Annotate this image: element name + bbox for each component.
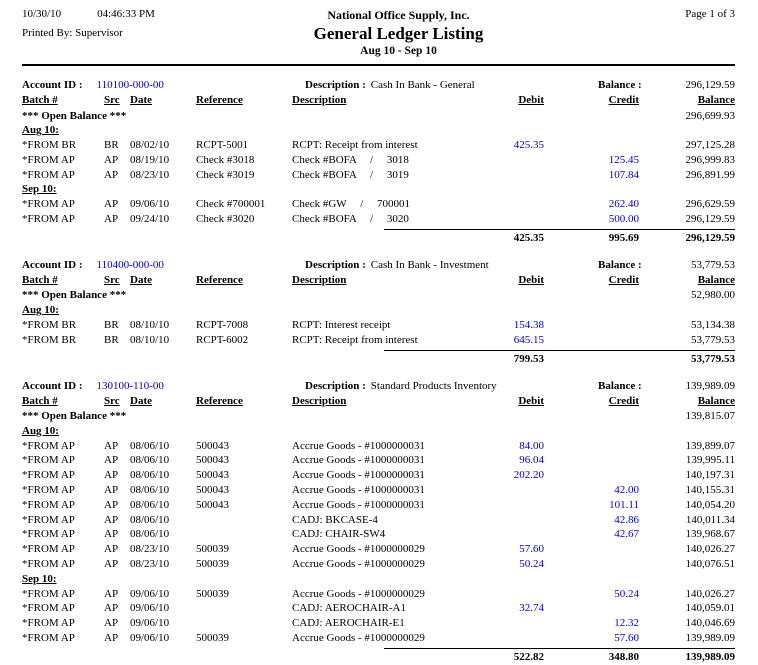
- balance-label: Balance :: [598, 379, 642, 392]
- cell-reference: RCPT-5001: [196, 139, 249, 152]
- description-label: Description :: [305, 79, 366, 91]
- cell-debit: [482, 513, 544, 528]
- ledger-row: [22, 601, 735, 616]
- cell-batch: *FROM AP: [22, 168, 75, 181]
- month-row: [22, 123, 735, 138]
- cell-batch: *FROM AP: [22, 602, 75, 615]
- cell-balance: 296,891.99: [685, 168, 735, 181]
- open-balance-row: [22, 288, 735, 303]
- cell-src: BR: [104, 139, 119, 152]
- ledger-row: [22, 587, 735, 602]
- cell-reference: [196, 513, 292, 528]
- cell-reference: 500043: [196, 484, 229, 497]
- cell-debit[interactable]: 154.38: [513, 318, 544, 331]
- ledger-row: [22, 616, 735, 631]
- col-header-balance: Balance: [697, 273, 735, 286]
- cell-src: AP: [104, 602, 119, 615]
- ledger-row: [22, 527, 735, 542]
- col-header-reference: Reference: [196, 273, 243, 286]
- cell-src: AP: [104, 198, 119, 211]
- cell-debit: [482, 587, 544, 602]
- cell-debit: [482, 498, 544, 513]
- cell-src: AP: [104, 168, 119, 181]
- ledger-row: [22, 513, 735, 528]
- cell-date: 08/06/10: [130, 454, 170, 467]
- cell-src: AP: [104, 469, 119, 482]
- cell-credit: [544, 333, 639, 348]
- balance-label: Balance :: [598, 258, 642, 271]
- account-id-value[interactable]: 110100-000-00: [96, 79, 164, 91]
- cell-credit[interactable]: 125.45: [608, 153, 639, 166]
- col-header-balance: Balance: [697, 94, 735, 106]
- account-id-label: Account ID :: [22, 79, 83, 91]
- cell-reference: RCPT-6002: [196, 333, 249, 346]
- col-header-src: Src: [104, 94, 120, 106]
- ledger-row: [22, 439, 735, 454]
- month-row: [22, 303, 735, 318]
- description-label: Description :: [305, 379, 366, 392]
- cell-credit: [544, 557, 639, 572]
- cell-balance: 140,155.31: [685, 484, 735, 497]
- cell-batch: *FROM AP: [22, 469, 75, 482]
- total-balance: 53,779.53: [691, 352, 735, 365]
- cell-debit: [482, 212, 544, 227]
- cell-src: AP: [104, 439, 119, 452]
- cell-balance: 140,026.27: [685, 543, 735, 556]
- total-balance: 139,989.09: [685, 650, 735, 663]
- account-header: [22, 77, 735, 93]
- cell-batch: *FROM AP: [22, 587, 75, 600]
- cell-src: AP: [104, 543, 119, 556]
- account-id-value[interactable]: 110400-000-00: [96, 258, 164, 271]
- cell-date: 08/19/10: [130, 153, 170, 166]
- month-row: [22, 572, 735, 587]
- company-name: National Office Supply, Inc.: [327, 8, 470, 22]
- cell-debit[interactable]: 96.04: [519, 454, 544, 467]
- balance-label: Balance :: [598, 79, 642, 91]
- account-section: [22, 378, 735, 665]
- cell-debit: [482, 483, 544, 498]
- total-balance: 296,129.59: [685, 231, 735, 244]
- cell-debit: [482, 153, 544, 168]
- cell-balance: 53,134.38: [691, 318, 735, 331]
- cell-credit[interactable]: 107.84: [608, 168, 639, 181]
- month-row: [22, 424, 735, 439]
- cell-credit[interactable]: 262.40: [608, 198, 639, 211]
- total-credit: 348.80: [608, 650, 639, 663]
- cell-src: AP: [104, 153, 119, 166]
- col-header-credit: Credit: [608, 273, 639, 286]
- cell-credit[interactable]: 42.86: [614, 513, 639, 526]
- cell-description: CADJ: AEROCHAIR-E1: [292, 617, 405, 630]
- col-header-description: Description: [292, 394, 347, 407]
- total-credit: 995.69: [608, 231, 639, 244]
- cell-reference: [196, 601, 292, 616]
- cell-reference: 500043: [196, 454, 229, 467]
- cell-credit[interactable]: 57.60: [614, 632, 639, 645]
- account-id-label: Account ID :: [22, 379, 83, 392]
- cell-balance: 140,046.69: [685, 617, 735, 630]
- cell-credit: [544, 601, 639, 616]
- cell-reference: Check #3020: [196, 213, 255, 226]
- cell-date: 08/23/10: [130, 558, 170, 571]
- col-header-balance: Balance: [697, 394, 735, 407]
- cell-reference: Check #3018: [196, 153, 255, 166]
- cell-balance: 140,076.51: [685, 558, 735, 571]
- cell-date: 09/06/10: [130, 602, 170, 615]
- ledger-row: [22, 153, 735, 168]
- header-center: [222, 8, 575, 57]
- account-section: [22, 77, 735, 246]
- open-balance-value: 296,699.93: [685, 109, 735, 122]
- cell-credit[interactable]: 50.24: [614, 587, 639, 600]
- cell-batch: *FROM AP: [22, 454, 75, 467]
- ledger-row: [22, 631, 735, 646]
- cell-batch: *FROM AP: [22, 198, 75, 211]
- cell-debit: [482, 197, 544, 212]
- cell-description: Accrue Goods - #1000000031: [292, 439, 425, 452]
- cell-batch: *FROM BR: [22, 333, 77, 346]
- cell-balance: 296,999.83: [685, 153, 735, 166]
- cell-description: Check #BOFA / 3018: [292, 153, 409, 166]
- cell-batch: *FROM AP: [22, 617, 75, 630]
- accounts: [22, 77, 735, 665]
- printed-by: Printed By: Supervisor: [22, 27, 123, 39]
- account-description: Standard Products Inventory: [370, 379, 497, 392]
- cell-src: AP: [104, 484, 119, 497]
- cell-credit[interactable]: 500.00: [608, 213, 639, 226]
- cell-batch: *FROM AP: [22, 558, 75, 571]
- cell-date: 08/06/10: [130, 528, 170, 541]
- cell-description: RCPT: Interest receipt: [292, 318, 391, 331]
- col-header-batch: Batch #: [22, 273, 58, 286]
- col-header-reference: Reference: [196, 394, 243, 407]
- ledger-row: [22, 542, 735, 557]
- ledger-row: [22, 212, 735, 227]
- ledger-row: [22, 557, 735, 572]
- cell-date: 08/23/10: [130, 168, 170, 181]
- cell-debit[interactable]: 32.74: [519, 602, 544, 615]
- cell-reference: 500039: [196, 558, 229, 571]
- cell-src: AP: [104, 558, 119, 571]
- cell-balance: 140,059.01: [685, 602, 735, 615]
- col-header-debit: Debit: [518, 94, 544, 106]
- cell-src: BR: [104, 318, 119, 331]
- cell-src: AP: [104, 617, 119, 630]
- cell-batch: *FROM AP: [22, 484, 75, 497]
- ledger-row: [22, 483, 735, 498]
- cell-reference: RCPT-7008: [196, 318, 249, 331]
- col-header-batch: Batch #: [22, 394, 58, 407]
- account-description: Cash In Bank - Investment: [370, 258, 489, 271]
- open-balance-label: *** Open Balance ***: [22, 109, 127, 122]
- cell-description: CADJ: BKCASE-4: [292, 513, 378, 526]
- cell-reference: 500043: [196, 498, 229, 511]
- cell-batch: *FROM BR: [22, 318, 77, 331]
- month-label: Sep 10:: [22, 572, 57, 585]
- col-header-src: Src: [104, 394, 120, 407]
- cell-balance: 53,779.53: [691, 333, 735, 346]
- cell-batch: *FROM BR: [22, 139, 77, 152]
- cell-batch: *FROM AP: [22, 153, 75, 166]
- cell-date: 08/06/10: [130, 484, 170, 497]
- account-id-value[interactable]: 130100-110-00: [96, 379, 164, 392]
- col-header-date: Date: [130, 273, 152, 286]
- cell-batch: *FROM AP: [22, 213, 75, 226]
- cell-balance: 140,197.31: [685, 469, 735, 482]
- report-date: 10/30/10: [22, 8, 62, 20]
- ledger-row: [22, 138, 735, 153]
- total-debit: 425.35: [513, 231, 544, 244]
- col-header-reference: Reference: [196, 94, 243, 106]
- month-label: Aug 10:: [22, 304, 59, 317]
- cell-description: CADJ: AEROCHAIR-A1: [292, 602, 406, 615]
- col-header-date: Date: [130, 94, 152, 106]
- cell-description: Check #BOFA / 3020: [292, 213, 409, 226]
- cell-credit: [544, 439, 639, 454]
- cell-credit: [544, 468, 639, 483]
- report-time: 04:46:33 PM: [97, 8, 155, 20]
- cell-reference: [196, 616, 292, 631]
- col-header-debit: Debit: [518, 273, 544, 286]
- cell-debit[interactable]: 57.60: [519, 543, 544, 556]
- cell-batch: *FROM AP: [22, 498, 75, 511]
- cell-batch: *FROM AP: [22, 632, 75, 645]
- report-period: Aug 10 - Sep 10: [360, 45, 437, 57]
- ledger-row: [22, 333, 735, 348]
- totals-row: [22, 230, 735, 246]
- cell-date: 08/10/10: [130, 333, 170, 346]
- cell-credit: [544, 318, 639, 333]
- cell-date: 08/02/10: [130, 139, 170, 152]
- cell-balance: 297,125.28: [685, 139, 735, 152]
- cell-balance: 139,968.67: [685, 528, 735, 541]
- cell-batch: *FROM AP: [22, 513, 75, 526]
- cell-credit[interactable]: 42.00: [614, 484, 639, 497]
- cell-credit: [544, 138, 639, 153]
- cell-reference: 500039: [196, 543, 229, 556]
- cell-credit: [544, 542, 639, 557]
- account-balance: 139,989.09: [685, 379, 735, 392]
- ledger-row: [22, 197, 735, 212]
- cell-src: AP: [104, 632, 119, 645]
- col-header-batch: Batch #: [22, 94, 58, 106]
- account-balance: 296,129.59: [685, 79, 735, 91]
- cell-balance: 140,054.20: [685, 498, 735, 511]
- cell-reference: 500039: [196, 632, 229, 645]
- total-credit: [544, 351, 639, 367]
- cell-src: AP: [104, 587, 119, 600]
- cell-date: 08/10/10: [130, 318, 170, 331]
- cell-description: Accrue Goods - #1000000029: [292, 543, 425, 556]
- cell-reference: Check #700001: [196, 198, 266, 211]
- cell-balance: 139,899.07: [685, 439, 735, 452]
- cell-date: 08/06/10: [130, 513, 170, 526]
- totals-row: [22, 649, 735, 665]
- description-label: Description :: [305, 258, 366, 271]
- cell-date: 09/06/10: [130, 617, 170, 630]
- cell-reference: Check #3019: [196, 168, 255, 181]
- report-title: General Ledger Listing: [313, 24, 484, 43]
- column-headers: [22, 394, 735, 410]
- cell-description: RCPT: Receipt from interest: [292, 333, 418, 346]
- cell-balance: 296,629.59: [685, 198, 735, 211]
- cell-debit[interactable]: 202.20: [513, 469, 544, 482]
- cell-reference: 500043: [196, 439, 229, 452]
- cell-reference: [196, 527, 292, 542]
- cell-debit[interactable]: 84.00: [519, 439, 544, 452]
- total-debit: 799.53: [513, 352, 544, 365]
- ledger-row: [22, 498, 735, 513]
- cell-description: Accrue Goods - #1000000029: [292, 632, 425, 645]
- col-header-description: Description: [292, 94, 347, 106]
- cell-batch: *FROM AP: [22, 528, 75, 541]
- cell-description: Accrue Goods - #1000000029: [292, 558, 425, 571]
- open-balance-label: *** Open Balance ***: [22, 410, 127, 423]
- cell-balance: 296,129.59: [685, 213, 735, 226]
- open-balance-row: [22, 409, 735, 424]
- col-header-credit: Credit: [608, 94, 639, 106]
- col-header-src: Src: [104, 273, 120, 286]
- cell-date: 08/06/10: [130, 439, 170, 452]
- month-label: Sep 10:: [22, 183, 57, 196]
- cell-credit[interactable]: 42.67: [614, 528, 639, 541]
- ledger-row: [22, 453, 735, 468]
- cell-reference: 500039: [196, 587, 229, 600]
- account-balance: 53,779.53: [691, 258, 735, 271]
- cell-date: 09/06/10: [130, 587, 170, 600]
- cell-debit[interactable]: 50.24: [519, 558, 544, 571]
- month-label: Aug 10:: [22, 424, 59, 437]
- cell-balance: 140,011.34: [685, 513, 735, 526]
- header-rule: [22, 64, 735, 66]
- report-header: [22, 8, 735, 57]
- open-balance-label: *** Open Balance ***: [22, 289, 127, 302]
- cell-src: AP: [104, 513, 119, 526]
- cell-description: CADJ: CHAIR-SW4: [292, 528, 386, 541]
- cell-src: AP: [104, 528, 119, 541]
- cell-description: Accrue Goods - #1000000029: [292, 587, 425, 600]
- cell-src: AP: [104, 498, 119, 511]
- ledger-row: [22, 318, 735, 333]
- account-header: [22, 378, 735, 394]
- cell-description: Check #GW / 700001: [292, 198, 411, 211]
- cell-src: AP: [104, 454, 119, 467]
- open-balance-row: [22, 109, 735, 124]
- ledger-row: [22, 468, 735, 483]
- col-header-date: Date: [130, 394, 152, 407]
- column-headers: [22, 273, 735, 289]
- cell-description: Check #BOFA / 3019: [292, 168, 409, 181]
- col-header-debit: Debit: [518, 394, 544, 407]
- ledger-row: [22, 168, 735, 183]
- cell-credit[interactable]: 12.32: [614, 617, 639, 630]
- account-section: [22, 257, 735, 367]
- cell-debit: [482, 616, 544, 631]
- cell-date: 08/06/10: [130, 469, 170, 482]
- cell-credit: [544, 453, 639, 468]
- cell-balance: 139,995.11: [685, 454, 735, 467]
- cell-batch: *FROM AP: [22, 543, 75, 556]
- cell-batch: *FROM AP: [22, 439, 75, 452]
- account-id-label: Account ID :: [22, 258, 83, 271]
- cell-debit[interactable]: 645.15: [513, 333, 544, 346]
- cell-debit[interactable]: 425.35: [513, 139, 544, 152]
- cell-reference: 500043: [196, 469, 229, 482]
- cell-balance: 139,989.09: [685, 632, 735, 645]
- month-row: [22, 182, 735, 197]
- col-header-credit: Credit: [608, 394, 639, 407]
- cell-src: BR: [104, 333, 119, 346]
- header-left: [22, 8, 222, 39]
- total-debit: 522.82: [513, 650, 544, 663]
- cell-debit: [482, 527, 544, 542]
- cell-date: 09/24/10: [130, 213, 170, 226]
- open-balance-value: 139,815.07: [685, 410, 735, 423]
- cell-description: Accrue Goods - #1000000031: [292, 469, 425, 482]
- cell-description: Accrue Goods - #1000000031: [292, 454, 425, 467]
- cell-description: Accrue Goods - #1000000031: [292, 484, 425, 497]
- cell-description: RCPT: Receipt from interest: [292, 139, 418, 152]
- account-description: Cash In Bank - General: [370, 79, 475, 91]
- cell-date: 08/23/10: [130, 543, 170, 556]
- column-headers: [22, 93, 735, 109]
- cell-balance: 140,026.27: [685, 587, 735, 600]
- page-number: Page 1 of 3: [685, 8, 735, 20]
- cell-debit: [482, 631, 544, 646]
- cell-date: 09/06/10: [130, 198, 170, 211]
- cell-date: 09/06/10: [130, 632, 170, 645]
- open-balance-value: 52,980.00: [691, 289, 735, 302]
- cell-credit[interactable]: 101.11: [609, 498, 639, 511]
- month-label: Aug 10:: [22, 124, 59, 137]
- cell-date: 08/06/10: [130, 498, 170, 511]
- cell-description: Accrue Goods - #1000000031: [292, 498, 425, 511]
- cell-debit: [482, 168, 544, 183]
- col-header-description: Description: [292, 273, 347, 286]
- account-header: [22, 257, 735, 273]
- totals-row: [22, 351, 735, 367]
- cell-src: AP: [104, 213, 119, 226]
